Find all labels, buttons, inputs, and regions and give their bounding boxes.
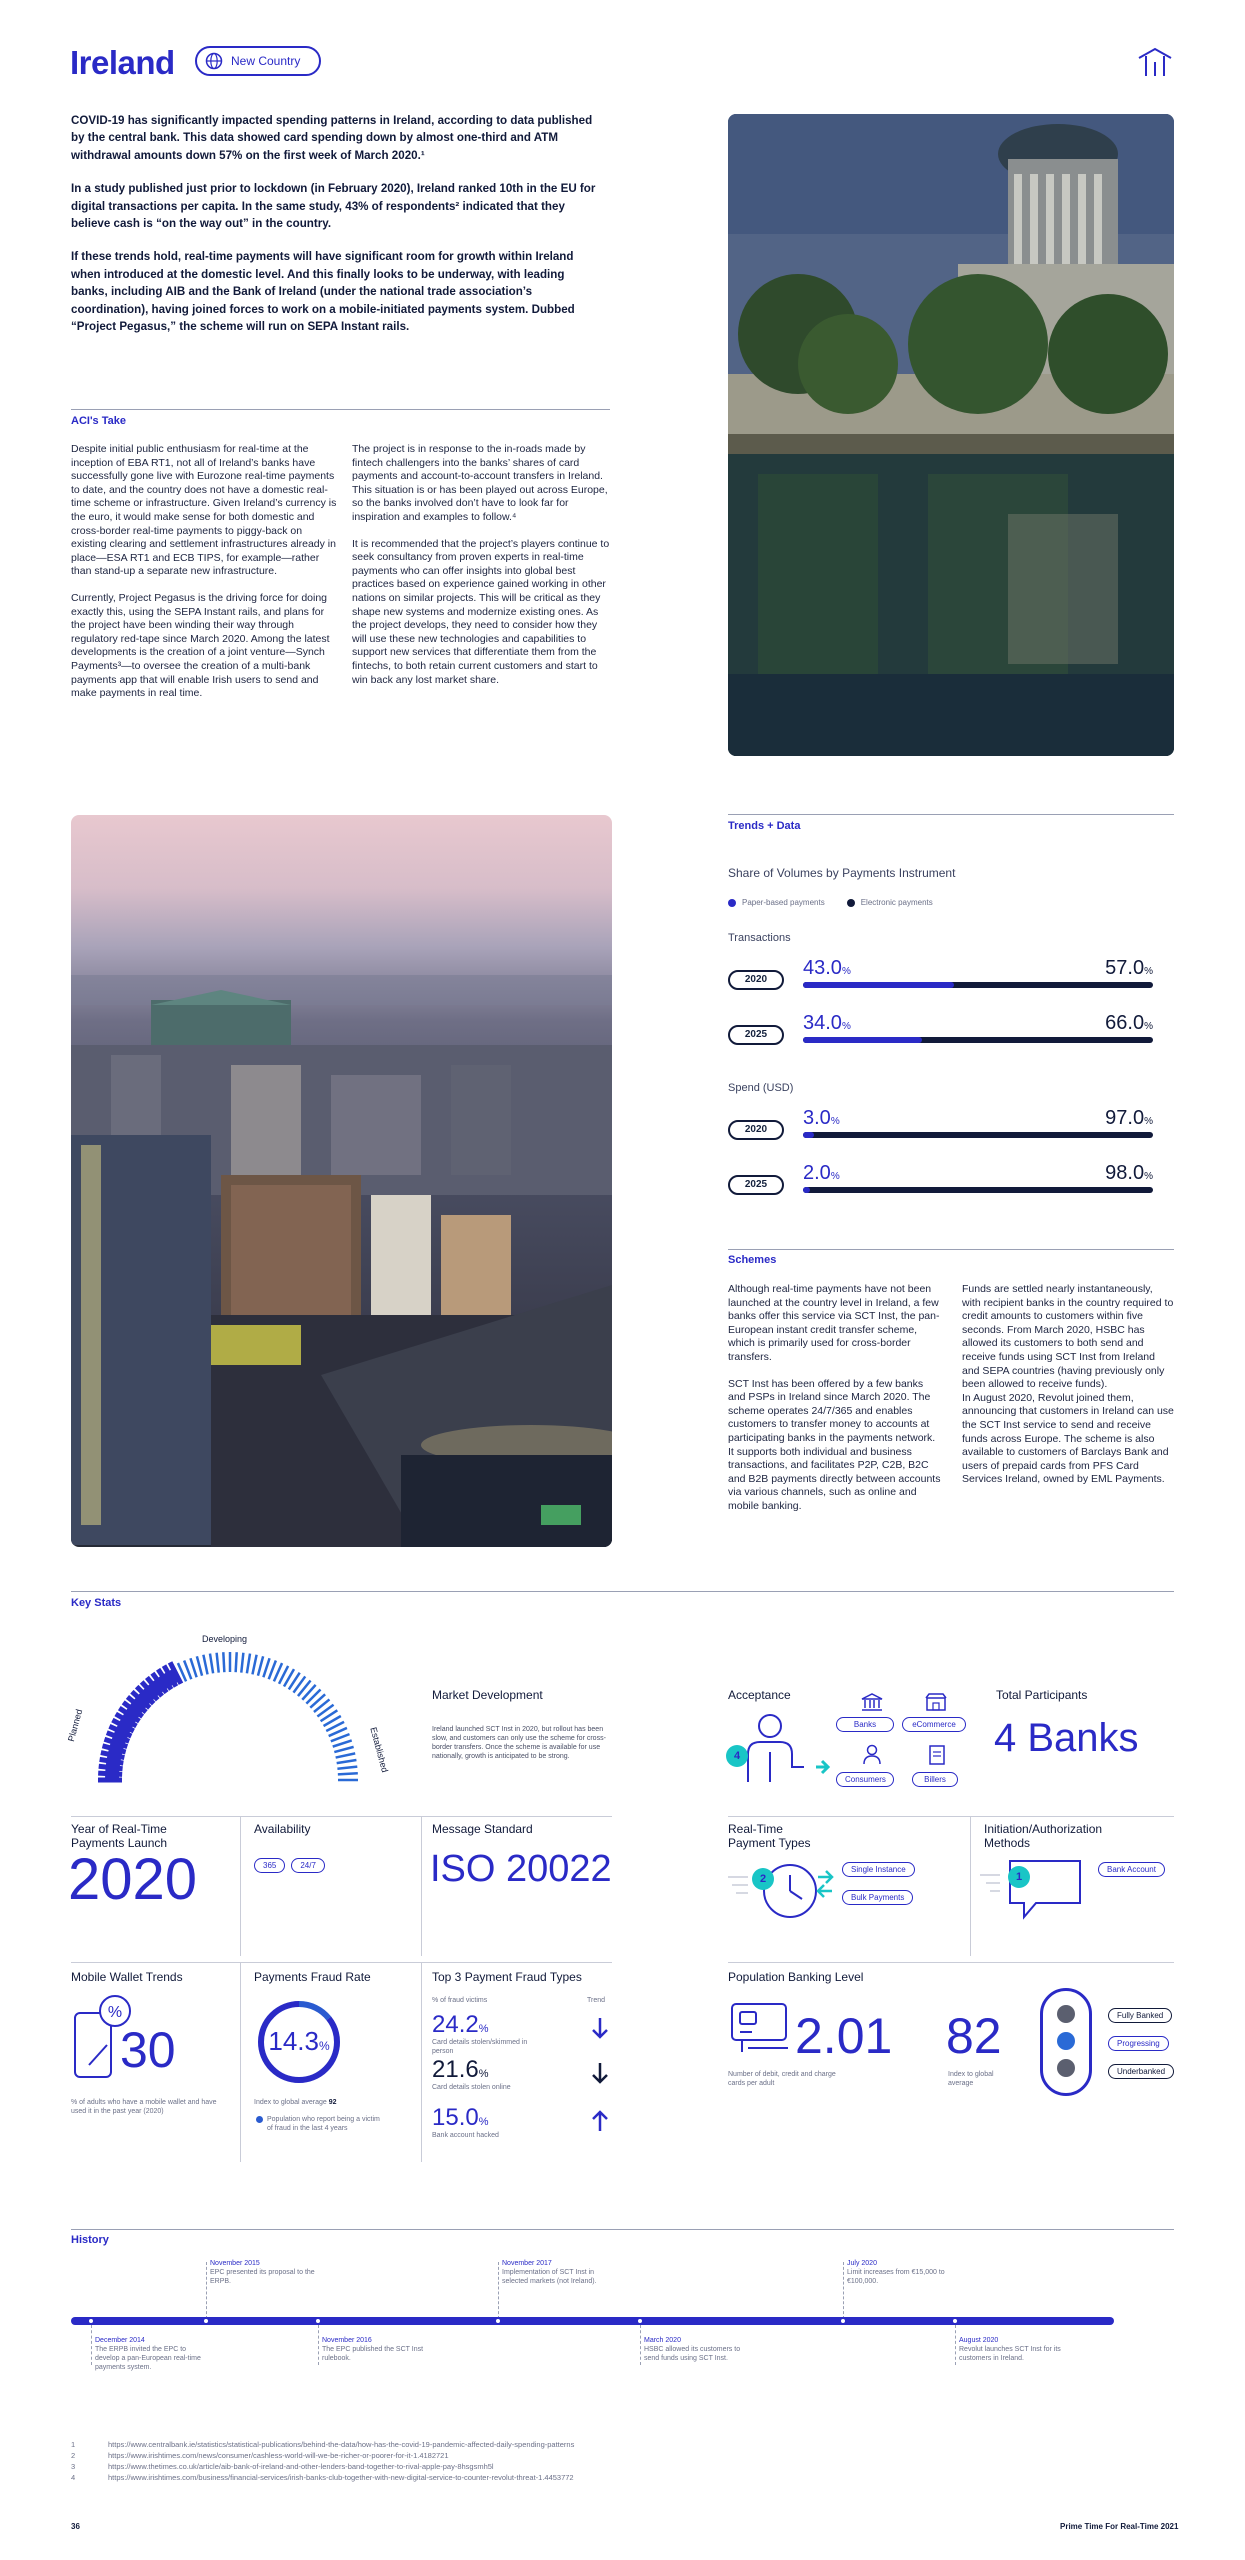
availability-title: Availability: [254, 1822, 311, 1836]
timeline-event: March 2020 HSBC allowed its customers to send funds using SCT Inst.: [644, 2337, 741, 2362]
fraud-type-value: 21.6%: [432, 2056, 489, 2083]
timeline-event: November 2016 The EPC published the SCT Inst rulebook.: [322, 2337, 424, 2362]
paper-bar: [803, 1187, 810, 1193]
four-courts-photo: [728, 114, 1174, 756]
clock-icon: [728, 1855, 838, 1925]
chart-subtitle: Share of Volumes by Payments Instrument: [728, 866, 956, 880]
acceptance-count: 4: [726, 1745, 748, 1767]
footnote-number: 2: [71, 2451, 76, 2460]
gauge-tick: [241, 1653, 243, 1673]
init-bank-account: Bank Account: [1098, 1862, 1165, 1877]
top3-col-a: % of fraud victims: [432, 1997, 488, 2004]
electronic-bar: [803, 1187, 1153, 1193]
gauge-tick: [333, 1740, 352, 1746]
gauge-label-established: Established: [368, 1726, 391, 1774]
gauge-label-planned: Planned: [66, 1708, 85, 1743]
rtp-types-count: 2: [752, 1868, 774, 1890]
timeline-connector: [955, 2325, 956, 2365]
history-section-title: History: [71, 2234, 109, 2246]
gauge-tick: [258, 1656, 263, 1675]
standard-title: Message Standard: [432, 1822, 533, 1836]
electronic-bar: [803, 1037, 1153, 1043]
schemes-paragraph: Although real-time payments have not been launched at the country level in Ireland, a few banks offer this service via SCT Inst, the pan-European instant credit transfer scheme, which is primarily used for cross-border transfers.: [728, 1283, 940, 1363]
timeline-dot: [636, 2317, 644, 2325]
legend-paper: Paper-based payments: [742, 898, 825, 907]
acceptance-ecommerce: eCommerce: [902, 1717, 966, 1732]
gauge-tick: [190, 1658, 196, 1677]
spend-label: Spend (USD): [728, 1082, 794, 1094]
gauge-label-developing: Developing: [202, 1634, 248, 1644]
gauge-tick: [334, 1747, 353, 1752]
wallet-title: Mobile Wallet Trends: [71, 1970, 183, 1984]
standard-value: ISO 20022: [430, 1848, 612, 1890]
timeline-connector: [206, 2262, 207, 2319]
year-pill: 2025: [728, 1175, 784, 1195]
aci-section-title: ACI's Take: [71, 415, 126, 427]
keystats-section-title: Key Stats: [71, 1597, 122, 1609]
aci-paragraph: The project is in response to the in-roads made by fintech challengers into the banks’ shares of card payments and account-to-account transfers in Ireland. This situation is or has been played out across Europe, so the banks involved don’t have to look far for inspiration and examples to follow.⁴: [352, 443, 608, 523]
availability-247: 24/7: [291, 1858, 325, 1873]
acceptance-items: [836, 1692, 966, 1804]
paper-value-label: 2.0%: [803, 1162, 840, 1184]
timeline-connector: [640, 2325, 641, 2365]
chart-legend: [728, 898, 933, 908]
init-count: 1: [1008, 1866, 1030, 1888]
intro-paragraph: If these trends hold, real-time payments will have significant room for growth within Ireland when introduced at the domestic level. And this finally looks to be underway, with leading banks, including AIB and the Bank of Ireland (under the national trade association’s coordination), having joined forces to work on a mobile-initiated payments system. Dubbed “Project Pegasus,” the scheme will run on SEPA Instant rails.: [71, 250, 575, 334]
fraud-title: Payments Fraud Rate: [254, 1970, 371, 1984]
footnote-link[interactable]: https://www.irishtimes.com/business/financial-services/irish-banks-club-together-with-new-digital-service-to-counter-revolut-threat-1.4453772: [108, 2473, 574, 2482]
footnote-number: 1: [71, 2440, 76, 2449]
pop-index-value: 82: [946, 2008, 1002, 2064]
year-pill: 2025: [728, 1025, 784, 1045]
gauge-tick: [263, 1658, 269, 1677]
timeline-connector: [843, 2262, 844, 2319]
legend-electronic: Electronic payments: [860, 898, 933, 907]
market-text: Ireland launched SCT Inst in 2020, but rollout has been slow, and customers can only use the scheme for cross-border transfers. Once the scheme is available for use nationally, growth is anticipated to be strong.: [432, 1726, 606, 1760]
footnote-link[interactable]: https://www.irishtimes.com/news/consumer/cashless-world-will-we-be-richer-or-poorer-for-it-1.4182721: [108, 2451, 449, 2460]
timeline-event: November 2017 Implementation of SCT Inst in selected markets (not Ireland).: [502, 2260, 597, 2285]
page-number: 36: [71, 2522, 80, 2531]
doc-title: Prime Time For Real-Time 2021: [1060, 2522, 1179, 2531]
timeline-dot: [951, 2317, 959, 2325]
gauge-tick: [197, 1656, 202, 1675]
home-icon[interactable]: [1135, 46, 1175, 78]
acceptance-consumers: Consumers: [836, 1772, 894, 1787]
timeline-event: August 2020 Revolut launches SCT Inst for its customers in Ireland.: [959, 2337, 1061, 2362]
gauge-tick: [236, 1652, 237, 1672]
shop-icon: [924, 1692, 948, 1712]
acceptance-banks: Banks: [836, 1717, 894, 1732]
electronic-value-label: 98.0%: [1105, 1162, 1153, 1184]
pop-cards-value: 2.01: [795, 2008, 893, 2064]
level-progressing: Progressing: [1108, 2036, 1169, 2051]
bill-icon: [928, 1744, 946, 1766]
fraud-index-value: 92: [328, 2099, 337, 2106]
new-country-badge: [195, 46, 321, 76]
init-title: Initiation/Authorization Methods: [984, 1822, 1103, 1850]
timeline-connector: [91, 2325, 92, 2365]
transactions-label: Transactions: [728, 932, 791, 944]
top3-title: Top 3 Payment Fraud Types: [432, 1970, 582, 1984]
fraud-value: [254, 2026, 344, 2061]
schemes-section-title: Schemes: [728, 1254, 777, 1266]
timeline-event: July 2020 Limit increases from €15,000 to €100,000.: [847, 2260, 945, 2285]
fraud-type-value: 24.2%: [432, 2011, 489, 2038]
availability-365: 365: [254, 1858, 285, 1873]
fraud-type-label: Card details stolen/skimmed in person: [432, 2039, 528, 2055]
fraud-number: 14.3: [268, 2026, 319, 2056]
fraud-legend: Population who report being a victim of fraud in the last 4 years: [267, 2116, 380, 2132]
arrow-up-icon: [590, 2109, 610, 2133]
paper-bar: [803, 1132, 814, 1138]
electronic-value-label: 97.0%: [1105, 1107, 1153, 1129]
chat-icon: [980, 1855, 1090, 1925]
timeline-dot: [839, 2317, 847, 2325]
arrow-down-icon: [590, 2016, 610, 2040]
participants-title: Total Participants: [996, 1688, 1088, 1702]
traffic-light-icon: [1040, 1988, 1092, 2096]
consumer-icon: [862, 1744, 882, 1766]
participants-value: 4 Banks: [994, 1716, 1139, 1760]
footnote-link[interactable]: https://www.centralbank.ie/statistics/statistical-publications/behind-the-data/how-has-the-covid-19-pandemic-affected-daily-spending-patterns: [108, 2440, 575, 2449]
paper-bar: [803, 982, 954, 988]
level-fully-banked: Fully Banked: [1108, 2008, 1172, 2023]
page-title: Ireland: [70, 44, 175, 81]
schemes-paragraph: Funds are settled nearly instantaneously, with recipient banks in the country required to credit amounts to customers within five seconds. From March 2020, HSBC has allowed its customers to both send and receive funds using SCT Inst from Ireland and SEPA countries (having previously only been allowed to receive funds).: [962, 1283, 1174, 1391]
rtp-type-bulk: Bulk Payments: [842, 1890, 913, 1905]
intro-paragraph: COVID-19 has significantly impacted spending patterns in Ireland, according to data published by the central bank. This data showed card spending down by almost one-third and ATM withdrawal amounts down 57% on the first week of March 2020.¹: [71, 114, 593, 162]
timeline-dot: [494, 2317, 502, 2325]
timeline-dot: [314, 2317, 322, 2325]
timeline-connector: [318, 2325, 319, 2365]
fraud-pct: %: [318, 2039, 330, 2053]
market-title: Market Development: [432, 1688, 543, 1702]
electronic-bar: [803, 1132, 1153, 1138]
paper-value-label: 34.0%: [803, 1012, 851, 1034]
svg-text:%: %: [107, 2004, 123, 2021]
gauge-tick: [223, 1652, 224, 1672]
timeline-event: December 2014 The ERPB invited the EPC to develop a pan-European real-time payments system.: [95, 2337, 201, 2371]
electronic-value-label: 57.0%: [1105, 957, 1153, 979]
wallet-value: 30: [120, 2022, 176, 2078]
paper-value-label: 3.0%: [803, 1107, 840, 1129]
badge-label: New Country: [231, 54, 301, 68]
footnote-number: 3: [71, 2462, 76, 2471]
globe-icon: [205, 52, 223, 70]
paper-bar: [803, 1037, 922, 1043]
timeline-dot: [87, 2317, 95, 2325]
gauge-tick: [203, 1655, 207, 1675]
pop-title: Population Banking Level: [728, 1970, 864, 1984]
development-gauge: [60, 1630, 400, 1790]
schemes-paragraph: SCT Inst has been offered by a few banks and PSPs in Ireland since March 2020. The scheme operates 24/7/365 and enables customers to transfer money to accounts at participating banks in the payments network. It supports both individual and business transactions, and facilitates P2P, C2B, B2C and B2B payments directly between accounts via various channels, such as online and mobile banking.: [728, 1377, 941, 1512]
timeline-event: November 2015 EPC presented its proposal to the ERPB.: [210, 2260, 315, 2285]
aci-paragraph: Despite initial public enthusiasm for real-time at the inception of EBA RT1, not all of Ireland’s banks have successfully gone live with Eurozone real-time payments to date, and the country does not have a domestic real-time scheme or infrastructure. Given Ireland’s currency is the euro, it would make sense for both domestic and cross-border real-time payments to piggy-back on existing clearing and settlement infrastructures already in place—ESA RT1 and ECB TIPS, for example—rather than stand-up a separate new infrastructure.: [71, 443, 337, 578]
year-pill: 2020: [728, 970, 784, 990]
gauge-tick: [336, 1753, 356, 1757]
fraud-type-label: Card details stolen online: [432, 2084, 511, 2091]
footnote-number: 4: [71, 2473, 76, 2482]
bank-icon: [860, 1692, 884, 1712]
rtp-type-single: Single Instance: [842, 1862, 915, 1877]
top3-col-b: Trend: [587, 1997, 606, 2004]
paper-value-label: 43.0%: [803, 957, 851, 979]
timeline-connector: [498, 2262, 499, 2319]
electronic-bar: [803, 982, 1153, 988]
footnote-link[interactable]: https://www.thetimes.co.uk/article/aib-bank-of-ireland-and-other-lenders-band-together-to-rival-apple-pay-8hsgsmh5l: [108, 2462, 494, 2471]
schemes-paragraph: In August 2020, Revolut joined them, announcing that customers in Ireland can use the SCT Inst service to send and receive funds across Europe. The scheme is also available to customers of Barclays Bank and users of prepaid cards from PFS Card Services Ireland, owned by EML Payments.: [962, 1391, 1174, 1486]
launch-year-value: 2020: [68, 1847, 198, 1912]
year-pill: 2020: [728, 1120, 784, 1140]
wallet-text: % of adults who have a mobile wallet and have used it in the past year (2020): [71, 2099, 217, 2115]
fraud-type-value: 15.0%: [432, 2104, 489, 2131]
fraud-index-label: Index to global average: [254, 2099, 327, 2106]
gauge-tick: [338, 1773, 358, 1774]
aci-paragraph: Currently, Project Pegasus is the driving force for doing exactly this, using the SEPA Instant rails, and plans for the project have been winding their way through regulatory red-tape since March 2020. Among the latest developments is the creation of a joint venture—Synch Payments³—to oversee the creation of a multi-bank payments app that will enable Irish users to send and make payments in real time.: [71, 591, 330, 700]
electronic-value-label: 66.0%: [1105, 1012, 1153, 1034]
fraud-type-label: Bank account hacked: [432, 2132, 499, 2139]
launch-year-title: Year of Real-Time Payments Launch: [71, 1822, 168, 1850]
acceptance-title: Acceptance: [728, 1688, 791, 1702]
pop-index-text: Index to global average: [948, 2071, 994, 2087]
aci-paragraph: It is recommended that the project’s players continue to seek consultancy from proven experts in real-time payments who can offer insights into global best practices based on experience gained working in other nations on similar projects. This will be critical as they shape new systems and modernize existing ones. As the project develops, they need to consider how they will use these new technologies and capabilities to support new services that differentiate them from the fintechs, to both retain current customers and start to win back any lost market share.: [352, 537, 610, 686]
gauge-tick: [217, 1653, 219, 1673]
pop-cards-text: Number of debit, credit and charge cards per adult: [728, 2071, 836, 2087]
level-underbanked: Underbanked: [1108, 2064, 1174, 2079]
gauge-tick: [337, 1760, 357, 1763]
gauge-tick: [210, 1654, 213, 1674]
intro-paragraph: In a study published just prior to lockdown (in February 2020), Ireland ranked 10th in the EU for digital transactions per capita. In the same study, 43% of respondents² indicated that they believe cash is “on the way out” in the country.: [71, 182, 596, 231]
acceptance-billers: Billers: [912, 1772, 958, 1787]
gauge-tick: [252, 1655, 256, 1675]
gauge-tick: [247, 1654, 250, 1674]
rtp-types-title: Real-Time Payment Types: [728, 1822, 811, 1850]
timeline-dot: [202, 2317, 210, 2325]
trends-section-title: Trends + Data: [728, 820, 801, 832]
arrow-down-icon: [590, 2061, 610, 2085]
card-icon: [728, 2000, 798, 2058]
gauge-tick: [337, 1767, 357, 1769]
dublin-city-photo: [71, 815, 612, 1547]
